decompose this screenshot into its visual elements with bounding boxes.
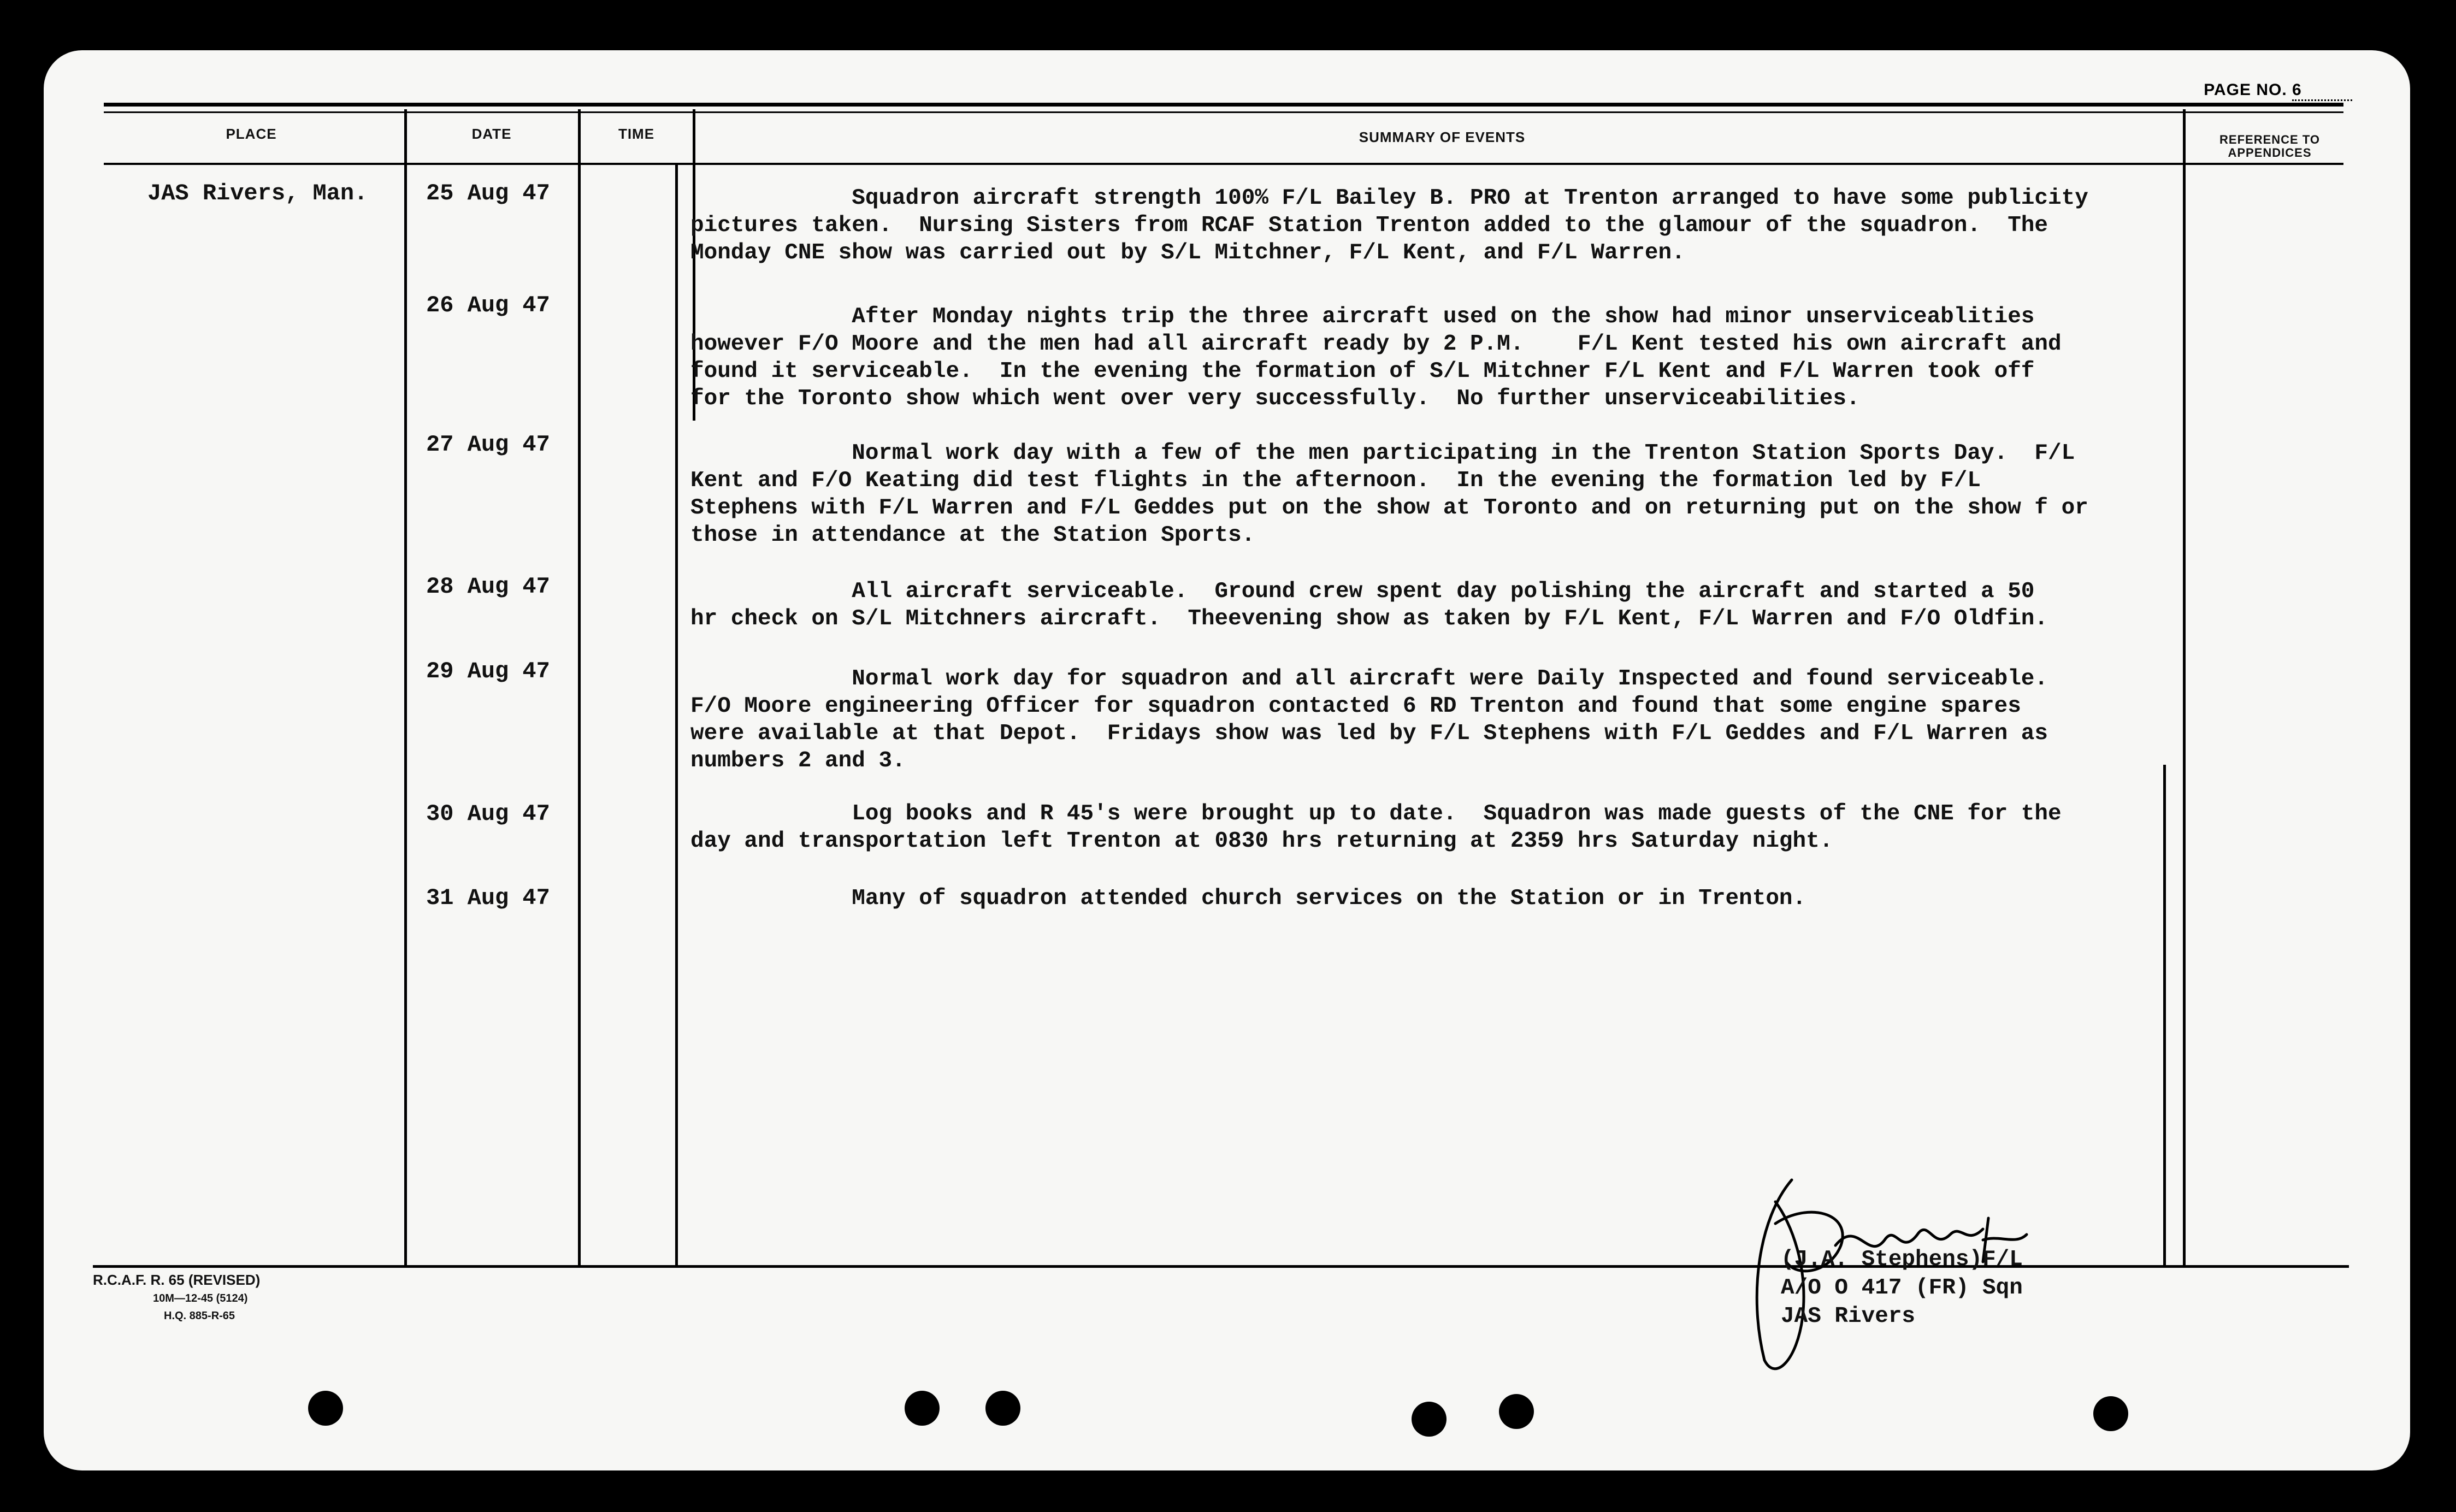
place-value: JAS Rivers, Man. (147, 180, 368, 206)
form-hq-code: H.Q. 885-R-65 (164, 1310, 235, 1322)
place-date-divider (404, 109, 407, 1266)
binder-hole (1412, 1402, 1447, 1437)
entry-date: 28 Aug 47 (426, 574, 550, 600)
summary-reference-divider (2183, 109, 2186, 1266)
signature-block (1781, 1245, 2023, 1331)
entry-text: Normal work day for squadron and all aircraft were Daily Inspected and found serviceable. F/O Moore engineering Officer for squadron contacted 6 RD Trenton and found that some engine spares were available at that Depot. Fridays show was led by F/L Stephens with F/L Geddes and F/L Warren as numbers 2 and 3. (690, 666, 2048, 773)
binder-hole (1499, 1394, 1534, 1429)
entry-text: Many of squadron attended church services on the Station or in Trenton. (690, 886, 1806, 911)
time-summary-divider (675, 164, 678, 1266)
form-number: R.C.A.F. R. 65 (REVISED) (93, 1272, 261, 1288)
top-rule (104, 103, 2343, 107)
entry-text: All aircraft serviceable. Ground crew spent day polishing the aircraft and started a 50 hr check on S/L Mitchners aircraft. Theevening show as taken by F/L Kent, F/L Warren and F/O Oldfin. (690, 579, 2048, 631)
entry-date: 31 Aug 47 (426, 885, 550, 911)
column-header-reference: REFERENCE TO APPENDICES (2219, 133, 2320, 160)
binder-hole (308, 1391, 343, 1426)
binder-hole (2093, 1396, 2128, 1431)
column-header-date: DATE (471, 126, 512, 142)
page-number-value: 6 (2292, 81, 2352, 101)
entry-date: 30 Aug 47 (426, 801, 550, 827)
entry-date: 27 Aug 47 (426, 432, 550, 458)
binder-hole (985, 1391, 1020, 1426)
header-bottom-rule (104, 163, 2343, 165)
top-rule-thin (104, 111, 2343, 113)
signatory-unit: JAS Rivers (1781, 1304, 1916, 1329)
entry-text: Squadron aircraft strength 100% F/L Bailey B. PRO at Trenton arranged to have some publicity pictures taken. Nursing Sisters from RCAF Station Trenton added to the glamour of the squadron. The Monday CNE show was carried out by S/L Mitchner, F/L Kent, and F/L Warren. (690, 186, 2088, 265)
column-header-place: PLACE (226, 126, 277, 142)
entry-date: 26 Aug 47 (426, 292, 550, 318)
binder-hole (905, 1391, 940, 1426)
column-header-summary: SUMMARY OF EVENTS (1359, 129, 1526, 145)
column-header-time: TIME (618, 126, 655, 142)
entry-date: 29 Aug 47 (426, 658, 550, 684)
signatory-name: (J.A. Stephens)F/L (1781, 1247, 2023, 1272)
entry-text: Log books and R 45's were brought up to date. Squadron was made guests of the CNE for the day and transportation left Trenton at 0830 hrs returning at 2359 hrs Saturday night. (690, 801, 2062, 854)
entry-text: After Monday nights trip the three aircraft used on the show had minor unserviceablities however F/O Moore and the men had all aircraft ready by 2 P.M. F/L Kent tested his own aircraft and found it serviceable. In the evening the formation of S/L Mitchner F/L Kent and F/L Warren took off for the Toronto show which went over very successfully. No further unserviceabilities. (690, 304, 2062, 411)
entry-date: 25 Aug 47 (426, 180, 550, 206)
signatory-title: A/O O 417 (FR) Sqn (1781, 1275, 2023, 1301)
form-print-code: 10M—12-45 (5124) (153, 1292, 248, 1304)
page-number: PAGE NO. 6 (2204, 81, 2352, 101)
entry-text: Normal work day with a few of the men participating in the Trenton Station Sports Day. F/L Kent and F/O Keating did test flights in the afternoon. In the evening the formation led by F/L Stephens with F/L Warren and F/L Geddes put on the show at Toronto and on returning put on the show f or those in attendance at the Station Sports. (690, 441, 2088, 548)
date-time-divider (578, 109, 581, 1266)
